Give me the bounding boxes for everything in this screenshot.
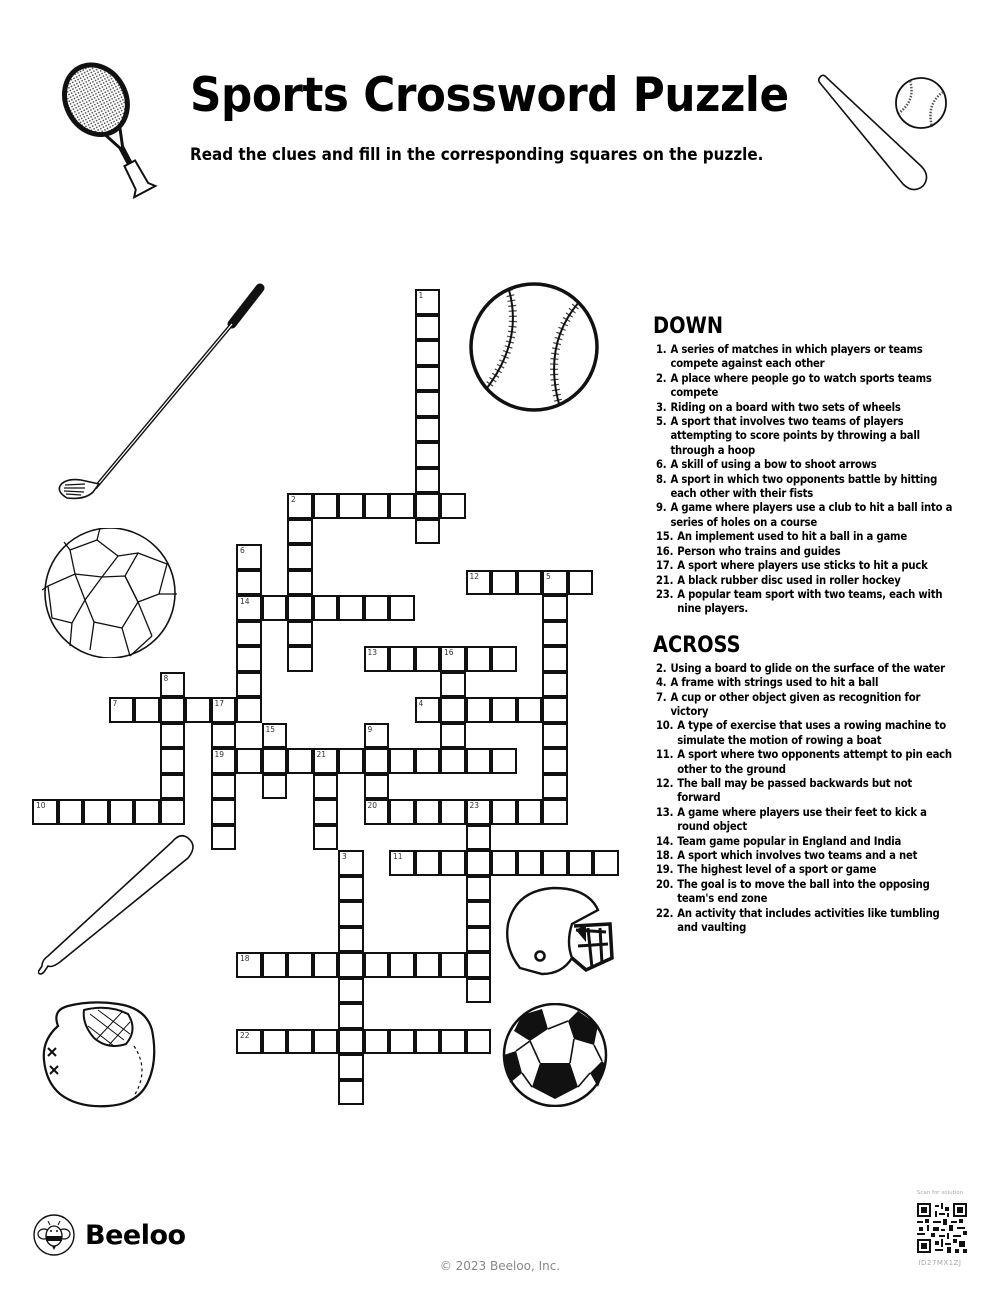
grid-cell[interactable] [236, 1029, 262, 1055]
down-clue [656, 588, 953, 617]
down-clue [656, 473, 953, 502]
grid-cell[interactable] [466, 748, 492, 774]
clue-text: An implement used to hit a ball in a game [677, 530, 907, 544]
clues-panel [653, 312, 953, 935]
clue-text: A type of exercise that uses a rowing machine to simulate the motion of rowing a boat [677, 719, 946, 747]
grid-cell[interactable] [491, 697, 517, 723]
grid-cell[interactable] [389, 595, 415, 621]
clue-text: A black rubber disc used in roller hockey [677, 573, 901, 587]
grid-cell[interactable] [542, 595, 568, 621]
clue-text: An activity that includes activities like tumbling and vaulting [677, 906, 940, 935]
grid-cell[interactable] [440, 952, 466, 978]
grid-cell[interactable] [440, 1029, 466, 1055]
grid-cell[interactable] [134, 799, 160, 825]
clue-text: A sport where two opponents attempt to pin each other to the ground [677, 748, 952, 776]
grid-cell[interactable] [491, 799, 517, 825]
grid-cell[interactable] [440, 646, 466, 672]
clue-number: 19 [214, 750, 225, 759]
down-heading: DOWN [653, 314, 724, 339]
clue-number: 17 [214, 699, 225, 708]
grid-cell[interactable] [440, 723, 466, 749]
grid-cell[interactable] [236, 748, 262, 774]
clue-number: 1. [656, 343, 667, 356]
clue-number: 7 [112, 699, 118, 708]
grid-cell[interactable] [236, 595, 262, 621]
across-heading: ACROSS [653, 632, 741, 658]
grid-cell[interactable] [211, 697, 237, 723]
clue-number: 2. [656, 661, 667, 675]
clue-number: 15. [656, 530, 674, 544]
soccer-ball-icon [502, 1003, 608, 1107]
across-clue [656, 691, 953, 720]
clue-number: 13. [656, 805, 674, 819]
clue-text: A skill of using a bow to shoot arrows [670, 458, 877, 472]
grid-cell[interactable] [415, 315, 441, 341]
page-title: Sports Crossword Puzzle [190, 68, 789, 123]
down-clue [656, 574, 953, 588]
grid-cell[interactable] [364, 723, 390, 749]
grid-cell[interactable] [287, 595, 313, 621]
grid-cell[interactable] [160, 723, 186, 749]
down-clue [656, 530, 953, 544]
grid-cell[interactable] [415, 697, 441, 723]
grid-cell[interactable] [338, 901, 364, 927]
grid-cell[interactable] [338, 978, 364, 1004]
across-clue [656, 748, 953, 777]
grid-cell[interactable] [338, 952, 364, 978]
grid-cell[interactable] [542, 799, 568, 825]
clue-number: 20 [367, 801, 378, 810]
grid-cell[interactable] [211, 774, 237, 800]
grid-cell[interactable] [415, 366, 441, 392]
grid-cell[interactable] [338, 1054, 364, 1080]
baseball-bat-left-icon [38, 832, 198, 978]
grid-cell[interactable] [517, 570, 543, 596]
grid-cell[interactable] [160, 774, 186, 800]
qr-code-icon[interactable] [917, 1203, 967, 1253]
golf-club-icon [55, 278, 270, 503]
clue-number: 16 [444, 648, 454, 657]
grid-cell[interactable] [211, 825, 237, 851]
grid-cell[interactable] [542, 672, 568, 698]
clue-number: 1 [418, 291, 424, 300]
grid-cell[interactable] [364, 595, 390, 621]
across-clue [656, 907, 953, 936]
grid-cell[interactable] [542, 646, 568, 672]
clue-number: 22. [656, 906, 674, 920]
across-clue [656, 777, 953, 806]
grid-cell[interactable] [338, 876, 364, 902]
clue-number: 5 [546, 571, 551, 581]
clue-number: 9. [656, 501, 667, 515]
clue-number: 17. [656, 559, 674, 573]
clue-text: The ball may be passed backwards but not forward [677, 776, 913, 805]
grid-cell[interactable] [236, 646, 262, 672]
across-clue-list [653, 662, 953, 936]
grid-cell[interactable] [415, 468, 441, 494]
grid-cell[interactable] [542, 748, 568, 774]
clue-text: Riding on a board with two sets of wheels [670, 400, 901, 414]
clue-text: The highest level of a sport or game [677, 863, 877, 877]
grid-cell[interactable] [415, 417, 441, 443]
grid-cell[interactable] [160, 697, 186, 723]
grid-cell[interactable] [466, 1029, 492, 1055]
grid-cell[interactable] [58, 799, 84, 825]
page-subtitle: Read the clues and fill in the corresponding squares on the puzzle. [190, 145, 764, 164]
grid-cell[interactable] [466, 570, 492, 596]
grid-cell[interactable] [593, 850, 619, 876]
clue-number: 21 [316, 750, 327, 759]
grid-cell[interactable] [364, 799, 390, 825]
grid-cell[interactable] [236, 621, 262, 647]
grid-cell[interactable] [517, 697, 543, 723]
grid-cell[interactable] [466, 799, 492, 825]
grid-cell[interactable] [568, 570, 594, 596]
down-clue [656, 501, 953, 530]
clue-number: 23. [656, 587, 674, 601]
grid-cell[interactable] [211, 748, 237, 774]
tennis-racket-icon [55, 58, 165, 208]
grid-cell[interactable] [415, 799, 441, 825]
clue-number: 22 [240, 1030, 250, 1040]
soccer-ball-outline-icon [42, 528, 178, 658]
clue-text: A cup or other object given as recognition for victory [670, 690, 921, 718]
grid-cell[interactable] [287, 621, 313, 647]
clue-text: A popular team sport with two teams, each with nine players. [677, 587, 943, 616]
qr-label: Scan for solution [916, 1190, 964, 1196]
grid-cell[interactable] [236, 570, 262, 596]
grid-cell[interactable] [542, 621, 568, 647]
grid-cell[interactable] [338, 595, 364, 621]
grid-cell[interactable] [389, 1029, 415, 1055]
grid-cell[interactable] [568, 850, 594, 876]
grid-cell[interactable] [466, 901, 492, 927]
grid-cell[interactable] [287, 952, 313, 978]
grid-cell[interactable] [287, 570, 313, 596]
clue-number: 3. [656, 400, 667, 414]
grid-cell[interactable] [542, 774, 568, 800]
clue-text: The goal is to move the ball into the opposing team's end zone [677, 877, 930, 906]
down-clues [653, 312, 953, 617]
grid-cell[interactable] [466, 978, 492, 1004]
across-clue [656, 662, 953, 676]
clue-text: A game where players use their feet to kick a round object [677, 805, 927, 834]
grid-cell[interactable] [466, 927, 492, 953]
clue-text: A sport which involves two teams and a net [677, 849, 918, 862]
grid-cell[interactable] [415, 646, 441, 672]
grid-cell[interactable] [211, 799, 237, 825]
clue-number: 9 [367, 724, 373, 734]
clue-number: 15 [265, 724, 276, 734]
clue-number: 20. [656, 877, 674, 891]
clue-number: 10. [656, 719, 674, 733]
grid-cell[interactable] [364, 774, 390, 800]
grid-cell[interactable] [262, 595, 288, 621]
clue-number: 18 [240, 954, 250, 963]
grid-cell[interactable] [415, 519, 441, 545]
clue-number: 14. [656, 834, 674, 848]
clue-number: 21. [656, 573, 674, 587]
across-clue [656, 849, 953, 863]
grid-cell[interactable] [313, 952, 339, 978]
grid-cell[interactable] [415, 391, 441, 417]
grid-cell[interactable] [364, 1029, 390, 1055]
grid-cell[interactable] [262, 774, 288, 800]
clue-number: 12 [469, 571, 480, 581]
clue-number: 23 [469, 801, 480, 810]
grid-cell[interactable] [338, 1029, 364, 1055]
grid-cell[interactable] [109, 697, 135, 723]
qr-id: ID27MX1ZJ [918, 1259, 962, 1267]
clue-number: 13 [367, 648, 378, 657]
grid-cell[interactable] [542, 850, 568, 876]
grid-cell[interactable] [364, 493, 390, 519]
grid-cell[interactable] [389, 493, 415, 519]
across-clue [656, 719, 953, 748]
baseball-large-icon [467, 280, 601, 414]
grid-cell[interactable] [466, 850, 492, 876]
clue-text: A frame with strings used to hit a ball [670, 676, 879, 690]
grid-cell[interactable] [313, 748, 339, 774]
clue-text: A game where players use a club to hit a ball into a series of holes on a course [670, 501, 953, 529]
clue-number: 18. [656, 849, 674, 862]
grid-cell[interactable] [415, 952, 441, 978]
grid-cell[interactable] [440, 850, 466, 876]
clue-number: 5. [656, 415, 667, 429]
grid-cell[interactable] [287, 748, 313, 774]
grid-cell[interactable] [313, 799, 339, 825]
clue-number: 14 [240, 597, 250, 606]
baseball-icon [894, 76, 948, 130]
grid-cell[interactable] [415, 289, 441, 315]
clue-number: 10 [36, 801, 46, 810]
football-helmet-icon [502, 884, 614, 982]
bee-logo-icon [33, 1214, 75, 1256]
grid-cell[interactable] [134, 697, 160, 723]
grid-cell[interactable] [415, 1029, 441, 1055]
grid-cell[interactable] [287, 493, 313, 519]
grid-cell[interactable] [313, 1029, 339, 1055]
grid-cell[interactable] [185, 697, 211, 723]
clue-text: A sport where players use sticks to hit a puck [677, 559, 928, 573]
clue-number: 2 [291, 495, 296, 504]
grid-cell[interactable] [364, 646, 390, 672]
across-clue [656, 878, 953, 907]
clue-number: 4 [418, 699, 424, 708]
clue-number: 4. [656, 676, 667, 690]
grid-cell[interactable] [415, 442, 441, 468]
grid-cell[interactable] [440, 672, 466, 698]
grid-cell[interactable] [466, 825, 492, 851]
clue-number: 8. [656, 472, 667, 486]
grid-cell[interactable] [389, 952, 415, 978]
grid-cell[interactable] [440, 799, 466, 825]
clue-number: 16. [656, 544, 674, 558]
clue-number: 12. [656, 776, 674, 790]
clue-number: 2. [656, 371, 667, 385]
grid-cell[interactable] [542, 723, 568, 749]
grid-cell[interactable] [338, 850, 364, 876]
clue-text: A sport in which two opponents battle by hitting each other with their fists [670, 472, 938, 501]
clue-number: 11. [656, 748, 674, 762]
down-clue [656, 559, 953, 573]
grid-cell[interactable] [236, 697, 262, 723]
grid-cell[interactable] [83, 799, 109, 825]
clue-text: A sport that involves two teams of players attempting to score points by throwing a ball through a hoop [670, 415, 920, 457]
grid-cell[interactable] [338, 927, 364, 953]
clue-number: 6 [240, 546, 245, 555]
grid-cell[interactable] [313, 493, 339, 519]
grid-cell[interactable] [466, 952, 492, 978]
grid-cell[interactable] [491, 570, 517, 596]
clue-number: 11 [393, 852, 403, 861]
grid-cell[interactable] [287, 1029, 313, 1055]
grid-cell[interactable] [160, 799, 186, 825]
grid-cell[interactable] [440, 748, 466, 774]
grid-cell[interactable] [542, 570, 568, 596]
across-clue [656, 835, 953, 849]
down-clue-list [653, 343, 953, 617]
down-clue [656, 401, 953, 415]
grid-cell[interactable] [415, 850, 441, 876]
grid-cell[interactable] [287, 519, 313, 545]
grid-cell[interactable] [440, 493, 466, 519]
grid-cell[interactable] [466, 646, 492, 672]
grid-cell[interactable] [364, 952, 390, 978]
down-clue [656, 415, 953, 458]
grid-cell[interactable] [160, 672, 186, 698]
clue-number: 19. [656, 863, 674, 877]
across-clues [653, 631, 953, 936]
grid-cell[interactable] [262, 1029, 288, 1055]
grid-cell[interactable] [517, 850, 543, 876]
clue-number: 8 [163, 673, 169, 683]
down-clue [656, 372, 953, 401]
grid-cell[interactable] [211, 723, 237, 749]
clue-number: 3 [342, 852, 347, 861]
grid-cell[interactable] [542, 697, 568, 723]
clue-text: Person who trains and guides [677, 544, 841, 558]
clue-number: 6. [656, 458, 667, 472]
grid-cell[interactable] [364, 748, 390, 774]
grid-cell[interactable] [262, 723, 288, 749]
grid-cell[interactable] [287, 646, 313, 672]
clue-text: Using a board to glide on the surface of the water [670, 661, 945, 675]
grid-cell[interactable] [491, 646, 517, 672]
grid-cell[interactable] [313, 595, 339, 621]
grid-cell[interactable] [338, 748, 364, 774]
clue-text: A series of matches in which players or teams compete against each other [670, 343, 923, 371]
grid-cell[interactable] [389, 850, 415, 876]
grid-cell[interactable] [236, 672, 262, 698]
grid-cell[interactable] [517, 799, 543, 825]
clue-text: Team game popular in England and India [677, 834, 902, 848]
grid-cell[interactable] [466, 876, 492, 902]
grid-cell[interactable] [109, 799, 135, 825]
down-clue [656, 545, 953, 559]
grid-cell[interactable] [313, 774, 339, 800]
grid-cell[interactable] [415, 493, 441, 519]
grid-cell[interactable] [466, 697, 492, 723]
grid-cell[interactable] [415, 748, 441, 774]
brand-logo [33, 1214, 186, 1256]
grid-cell[interactable] [287, 544, 313, 570]
grid-cell[interactable] [338, 493, 364, 519]
clue-number: 7. [656, 690, 667, 704]
grid-cell[interactable] [389, 646, 415, 672]
grid-cell[interactable] [313, 825, 339, 851]
across-clue [656, 676, 953, 690]
grid-cell[interactable] [415, 340, 441, 366]
grid-cell[interactable] [338, 1003, 364, 1029]
across-clue [656, 806, 953, 835]
grid-cell[interactable] [262, 748, 288, 774]
grid-cell[interactable] [262, 952, 288, 978]
grid-cell[interactable] [389, 799, 415, 825]
grid-cell[interactable] [491, 850, 517, 876]
across-clue [656, 863, 953, 877]
baseball-glove-icon [38, 1000, 158, 1108]
grid-cell[interactable] [440, 697, 466, 723]
copyright: © 2023 Beeloo, Inc. [439, 1259, 561, 1273]
grid-cell[interactable] [389, 748, 415, 774]
grid-cell[interactable] [160, 748, 186, 774]
grid-cell[interactable] [338, 1080, 364, 1106]
grid-cell[interactable] [32, 799, 58, 825]
grid-cell[interactable] [236, 952, 262, 978]
down-clue [656, 343, 953, 372]
clue-text: A place where people go to watch sports teams compete [670, 371, 932, 400]
down-clue [656, 458, 953, 472]
brand-name: Beeloo [85, 1219, 186, 1251]
grid-cell[interactable] [491, 748, 517, 774]
grid-cell[interactable] [236, 544, 262, 570]
